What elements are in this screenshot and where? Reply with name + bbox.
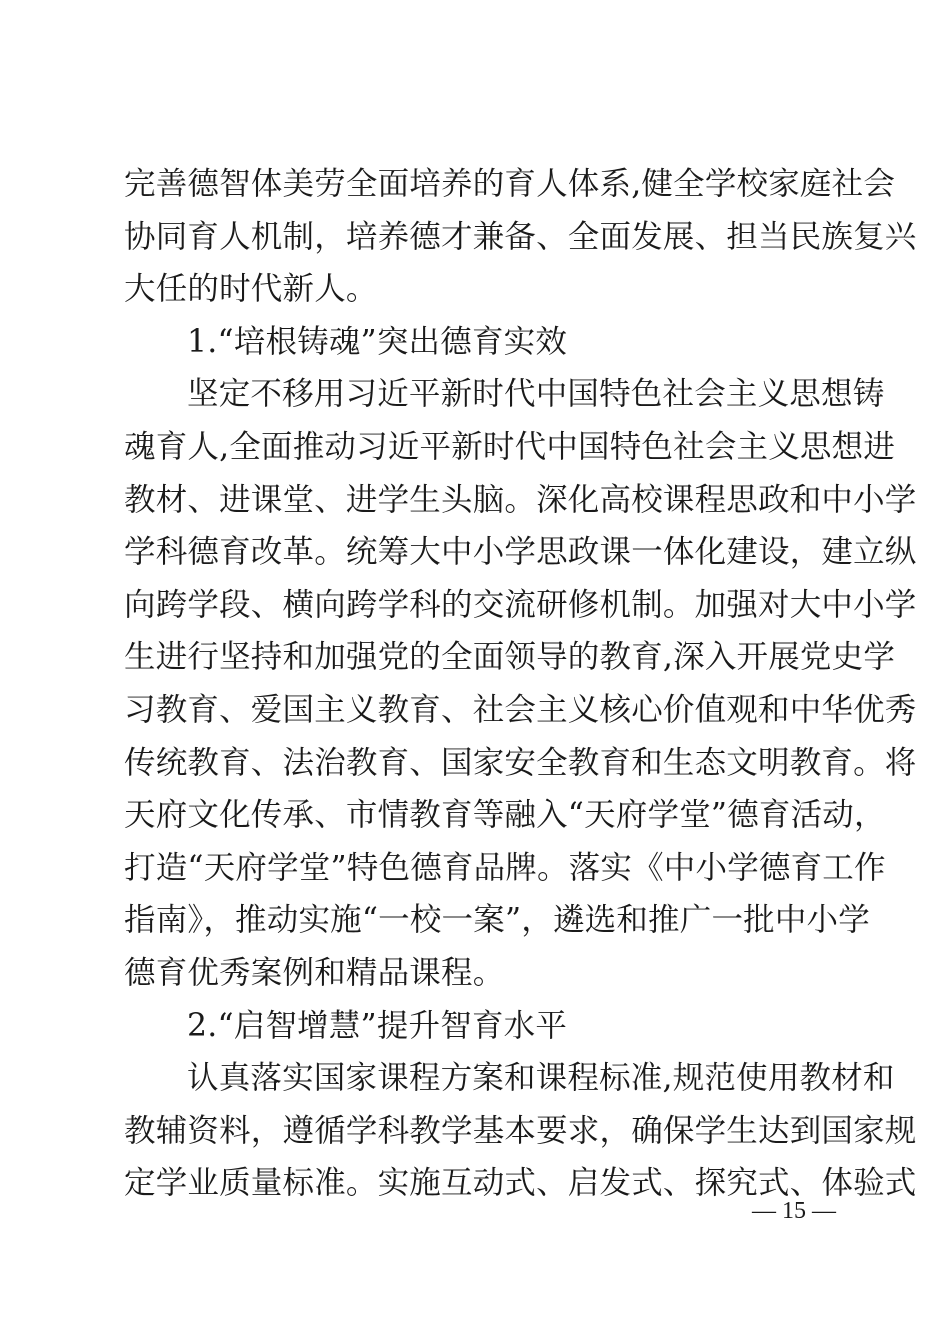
body-text	[124, 158, 917, 1210]
paragraph-moral-education	[124, 368, 917, 999]
text-line: 传统教育、法治教育、国家安全教育和生态文明教育。将	[124, 744, 917, 781]
section-heading-moral-education	[124, 316, 827, 369]
page-number: — 15 —	[752, 1198, 836, 1224]
text-line: 定学业质量标准。实施互动式、启发式、探究式、体验式	[124, 1165, 917, 1202]
paragraph-intellectual-education	[124, 1052, 917, 1210]
text-line: 大任的时代新人。	[124, 271, 378, 308]
text-line: 完善德智体美劳全面培养的育人体系,健全学校家庭社会	[124, 166, 896, 202]
text-line: 认真落实国家课程方案和课程标准,规范使用教材和	[187, 1060, 895, 1097]
text-line: 坚定不移用习近平新时代中国特色社会主义思想铸	[187, 376, 885, 413]
heading-text: 1.“培根铸魂”突出德育实效	[187, 323, 568, 360]
text-line: 生进行坚持和加强党的全面领导的教育,深入开展党史学	[124, 639, 896, 676]
text-line: 协同育人机制，培养德才兼备、全面发展、担当民族复兴	[124, 218, 917, 255]
section-heading-intellectual-education	[124, 1000, 827, 1053]
paragraph-continuation	[124, 158, 917, 316]
text-line: 学科德育改革。统筹大中小学思政课一体化建设，建立纵	[124, 534, 917, 571]
text-line: 习教育、爱国主义教育、社会主义核心价值观和中华优秀	[124, 691, 917, 728]
text-line: 教材、进课堂、进学生头脑。深化高校课程思政和中小学	[124, 481, 917, 518]
text-line: 德育优秀案例和精品课程。	[124, 954, 505, 991]
text-line: 天府文化传承、市情教育等融入“天府学堂”德育活动，	[124, 797, 886, 834]
text-line: 教辅资料，遵循学科教学基本要求，确保学生达到国家规	[124, 1112, 917, 1149]
text-line: 打造“天府学堂”特色德育品牌。落实《中小学德育工作	[124, 849, 886, 886]
text-line: 魂育人,全面推动习近平新时代中国特色社会主义思想进	[124, 428, 896, 465]
text-line: 指南》，推动实施“一校一案”，遴选和推广一批中小学	[124, 902, 870, 939]
heading-text: 2.“启智增慧”提升智育水平	[187, 1007, 568, 1044]
text-line: 向跨学段、横向跨学科的交流研修机制。加强对大中小学	[124, 586, 917, 623]
